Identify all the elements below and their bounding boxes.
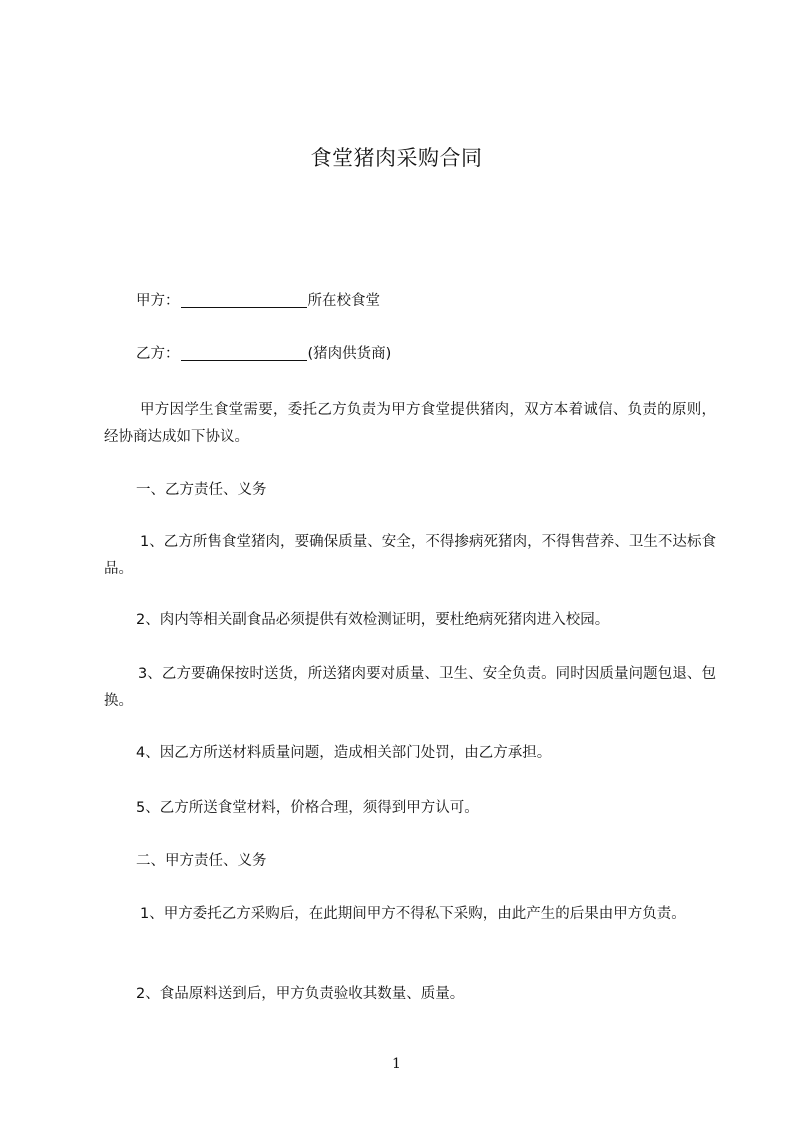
section-1-item-2: 2、肉内等相关副食品必须提供有效检测证明，要杜绝病死猪肉进入校园。 (136, 612, 610, 628)
party-b-suffix: (猪肉供货商) (307, 346, 392, 362)
section-2-item-1: 1、甲方委托乙方采购后，在此期间甲方不得私下采购，由此产生的后果由甲方负责。 (140, 906, 686, 922)
party-a-label: 甲方： (136, 293, 180, 309)
section-1-item-5: 5、乙方所送食堂材料，价格合理，须得到甲方认可。 (136, 800, 479, 816)
party-a-suffix: 所在校食堂 (307, 293, 380, 309)
section-1-item-1: 1、乙方所售食堂猪肉，要确保质量、安全，不得掺病死猪肉，不得售营养、卫生不达标食品。 (104, 534, 716, 577)
contract-title: 食堂猪肉采购合同 (310, 146, 483, 170)
party-b-label: 乙方： (136, 346, 180, 362)
party-a-line (104, 288, 716, 315)
party-b-blank-field (181, 344, 307, 361)
intro-paragraph: 甲方因学生食堂需要，委托乙方负责为甲方食堂提供猪肉，双方本着诚信、负责的原则，经协商达成如下协议。 (104, 402, 716, 445)
section-2-item-2: 2、食品原料送到后，甲方负责验收其数量、质量。 (136, 986, 465, 1002)
party-a-blank-field (181, 291, 307, 308)
party-b-line (104, 341, 716, 368)
section-1-item-3: 3、乙方要确保按时送货，所送猪肉要对质量、卫生、安全负责。同时因质量问题包退、包换。 (104, 666, 716, 709)
section-1-heading: 一、乙方责任、义务 (136, 482, 267, 498)
section-2-heading: 二、甲方责任、义务 (136, 853, 267, 869)
page-number: 1 (392, 1056, 401, 1072)
section-1-item-4: 4、因乙方所送材料质量问题，造成相关部门处罚，由乙方承担。 (136, 745, 552, 761)
